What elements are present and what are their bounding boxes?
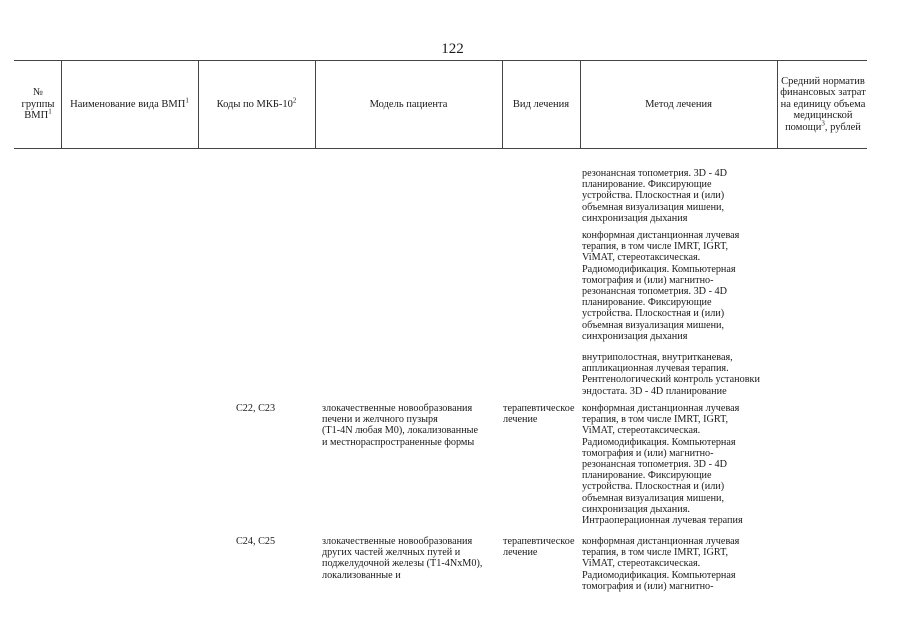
header-icd-codes — [199, 61, 314, 148]
header-cost-norm-text: Средний норматив финансовых затрат на единицу объема медицинской помощи — [780, 75, 866, 133]
page-number: 122 — [441, 41, 464, 57]
header-vmp-name-text: Наименование вида ВМП — [70, 98, 186, 110]
footnote-ref: 3 — [821, 119, 825, 128]
header-treatment-method-text: Метод лечения — [645, 98, 712, 110]
method-cell: конформная дистанционная лучевая терапия, в том числе IMRT, IGRT, ViMAT, стереотаксическая. Радиомодификация. Компьютерная томография и (или) магнитно- резонансная топометрия. 3D - 4D планирование. Фиксирующие устройства. Плоскостная и (или) объемная визуализация мишени, синхронизация дыхания. Интраоперационная лучевая терапия — [582, 403, 743, 527]
patient-model-cell: злокачественные новообразования других частей желчных путей и поджелудочной железы (T1-4NxM0), локализованные и — [322, 536, 483, 581]
header-patient-model — [316, 61, 501, 148]
footnote-ref: 2 — [292, 96, 297, 105]
header-treatment-type-text: Вид лечения — [512, 98, 570, 110]
footnote-ref: 1 — [48, 107, 52, 116]
method-cell: внутриполостная, внутритканевая, аппликационная лучевая терапия. Рентгенологический контроль установки эндостата. 3D - 4D планирование — [582, 352, 760, 397]
method-cell: резонансная топометрия. 3D - 4D планирование. Фиксирующие устройства. Плоскостная и (или) объемная визуализация мишени, синхронизация дыхания — [582, 168, 727, 224]
method-cell: конформная дистанционная лучевая терапия, в том числе IMRT, IGRT, ViMAT, стереотаксическая. Радиомодификация. Компьютерная томография и (или) магнитно- — [582, 536, 740, 592]
column-divider — [777, 61, 778, 148]
header-group-number — [16, 61, 60, 148]
footnote-ref: 1 — [185, 96, 189, 105]
header-group-number-text: № группы ВМП — [21, 87, 55, 122]
header-vmp-name — [62, 61, 197, 148]
icd-code-cell: C24, C25 — [236, 536, 276, 547]
header-cost-norm-suffix: , рублей — [824, 121, 861, 133]
treatment-type-cell: терапевтическое лечение — [503, 536, 575, 559]
header-icd-codes-text: Коды по МКБ-10 — [216, 98, 293, 110]
method-cell: конформная дистанционная лучевая терапия, в том числе IMRT, IGRT, ViMAT, стереотаксическая. Радиомодификация. Компьютерная томография и (или) магнитно- резонансная топометрия. 3D - 4D планирование. Фиксирующие устройства. Плоскостная и (или) объемная визуализация мишени, синхронизация дыхания — [582, 230, 740, 342]
header-treatment-method — [581, 61, 776, 148]
icd-code-cell: C22, C23 — [236, 403, 276, 414]
treatment-type-cell: терапевтическое лечение — [503, 403, 575, 426]
patient-model-cell: злокачественные новообразования печени и желчного пузыря (T1-4N любая M0), локализованные и местнораспространенные формы — [322, 403, 479, 448]
header-cost-norm — [779, 61, 867, 148]
header-bottom-rule — [14, 148, 867, 149]
header-patient-model-text: Модель пациента — [369, 98, 448, 110]
header-treatment-type — [503, 61, 579, 148]
